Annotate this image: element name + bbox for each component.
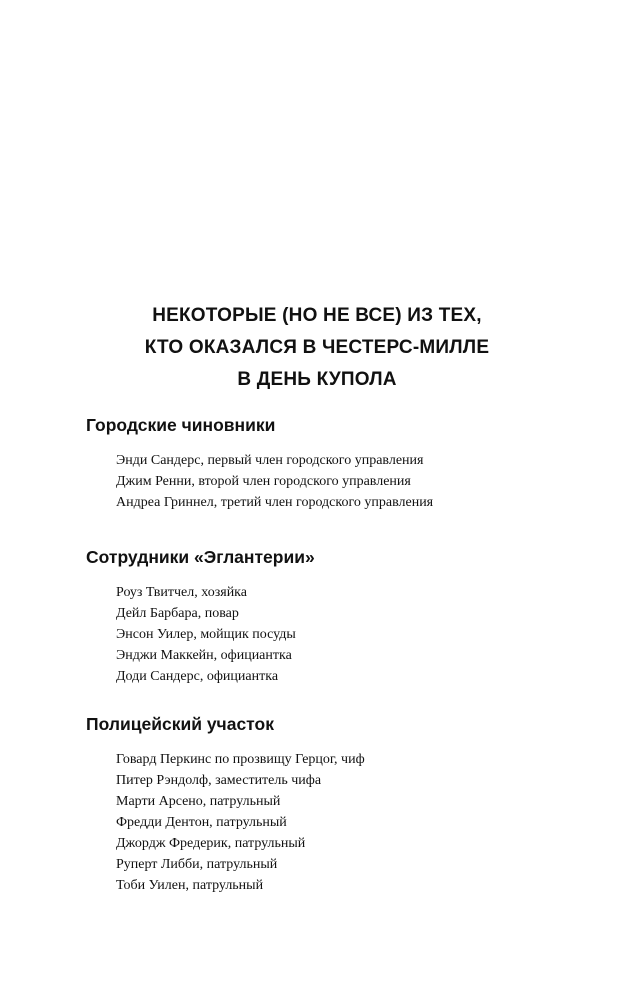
list-item: Говард Перкинс по прозвищу Герцог, чиф: [116, 752, 365, 767]
character-list: [86, 749, 586, 896]
section-heading: Сотрудники «Эглантерии»: [86, 547, 315, 567]
character-list: [86, 450, 586, 513]
page-title: [0, 300, 634, 396]
list-item: Фредди Дентон, патрульный: [116, 815, 287, 830]
title-line: В ДЕНЬ КУПОЛА: [237, 369, 397, 390]
list-item: Джим Ренни, второй член городского управления: [116, 474, 411, 489]
list-item: Андреа Гриннел, третий член городского управления: [116, 495, 434, 510]
section-heading: Полицейский участок: [86, 714, 274, 734]
list-item: Дейл Барбара, повар: [116, 606, 239, 621]
section-police-station: [86, 713, 586, 896]
list-item: Тоби Уилен, патрульный: [116, 878, 264, 893]
title-line: КТО ОКАЗАЛСЯ В ЧЕСТЕРС-МИЛЛЕ: [144, 337, 490, 358]
list-item: Энсон Уилер, мойщик посуды: [116, 627, 296, 642]
list-item: Роуз Твитчел, хозяйка: [116, 585, 247, 600]
section-town-officials: [86, 414, 586, 513]
list-item: Марти Арсено, патрульный: [116, 794, 281, 809]
title-line: НЕКОТОРЫЕ (НО НЕ ВСЕ) ИЗ ТЕХ,: [152, 305, 482, 326]
section-heading: Городские чиновники: [86, 415, 276, 435]
list-item: Энджи Маккейн, официантка: [116, 648, 292, 663]
list-item: Доди Сандерс, официантка: [116, 669, 279, 684]
list-item: Джордж Фредерик, патрульный: [116, 836, 306, 851]
list-item: Руперт Либби, патрульный: [116, 857, 278, 872]
list-item: Энди Сандерс, первый член городского управления: [116, 453, 424, 468]
character-list: [86, 582, 586, 687]
section-diner-staff: [86, 546, 586, 687]
list-item: Питер Рэндолф, заместитель чифа: [116, 773, 322, 788]
